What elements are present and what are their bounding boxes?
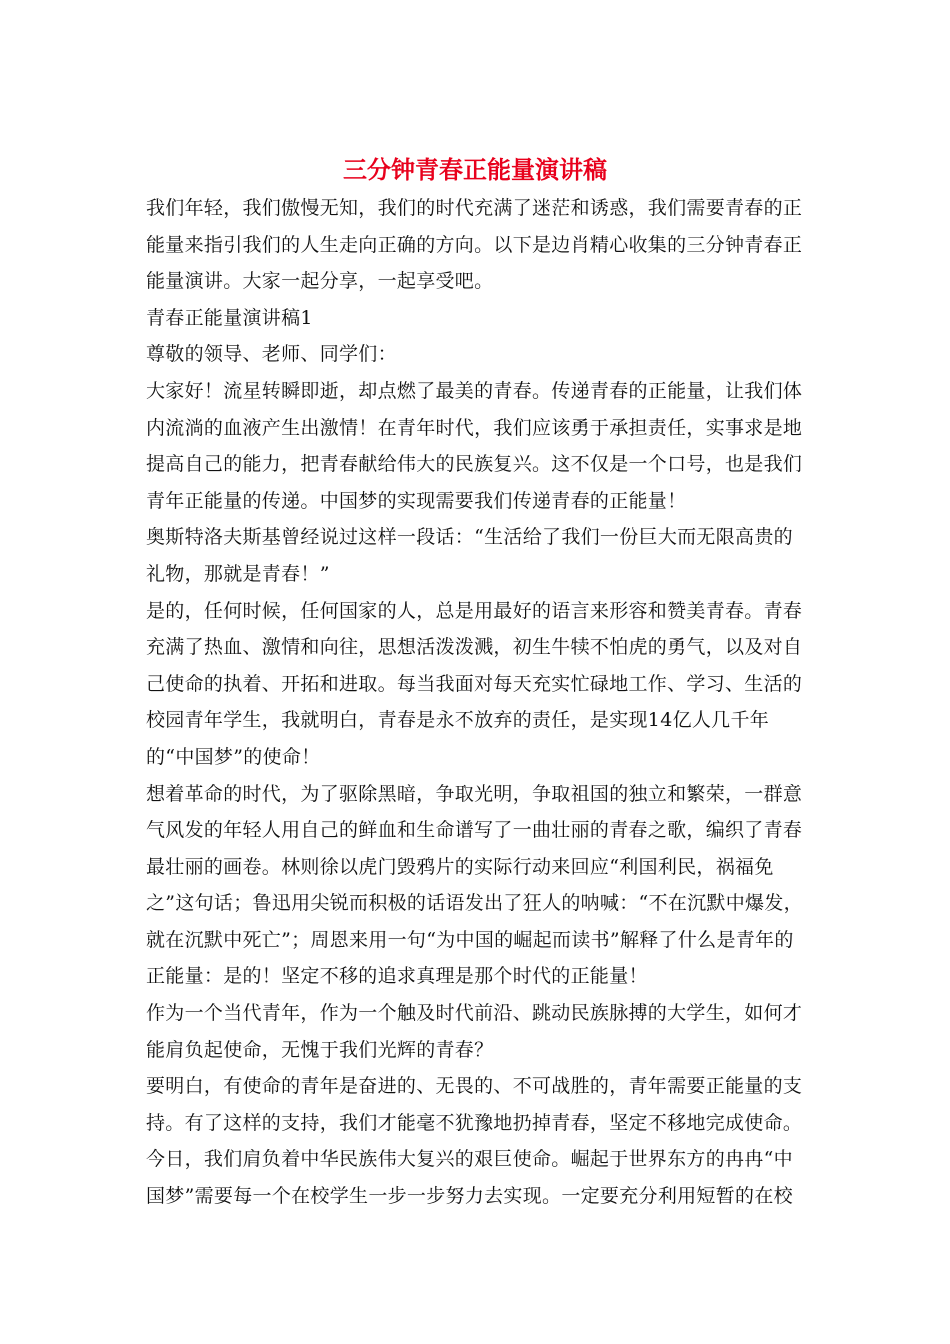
paragraph-greeting: 大家好！流星转瞬即逝，却点燃了最美的青春。传递青春的正能量，让我们体内流淌的血液产生出激情！在青年时代，我们应该勇于承担责任，实事求是地提高自己的能力，把青春献给伟大的民族复兴。这不仅是一个口号，也是我们青年正能量的传递。中国梦的实现需要我们传递青春的正能量！ xyxy=(146,379,803,512)
paragraph-speech-heading: 青春正能量演讲稿1 xyxy=(146,306,313,329)
paragraph-youth-praise: 是的，任何时候，任何国家的人，总是用最好的语言来形容和赞美青春。青春充满了热血、激情和向往，思想活泼泼溅，初生牛犊不怕虎的勇气，以及对自己使命的执着、开拓和进取。每当我面对每天充实忙碌地工作、学习、生活的校园青年学生，我就明白，青春是永不放弃的责任，是实现14亿人几千年的“中国梦”的使命！ xyxy=(146,599,803,768)
document-title: 三分钟青春正能量演讲稿 xyxy=(343,155,607,184)
paragraph-today: 今日，我们肩负着中华民族伟大复兴的艰巨使命。崛起于世界东方的冉冉“中国梦”需要每一个在校学生一步一步努力去实现。一定要充分利用短暂的在校 xyxy=(146,1148,793,1208)
paragraph-intro: 我们年轻，我们傲慢无知，我们的时代充满了迷茫和诱惑，我们需要青春的正能量来指引我们的人生走向正确的方向。以下是边肖精心收集的三分钟青春正能量演讲。大家一起分享，一起享受吧。 xyxy=(146,197,803,293)
document-body xyxy=(146,190,804,1215)
paragraph-mission: 要明白，有使命的青年是奋进的、无畏的、不可战胜的，青年需要正能量的支持。有了这样的支持，我们才能毫不犹豫地扔掉青春，坚定不移地完成使命。 xyxy=(146,1075,803,1134)
paragraph-revolution: 想着革命的时代，为了驱除黑暗，争取光明，争取祖国的独立和繁荣，一群意气风发的年轻人用自己的鲜血和生命谱写了一曲壮丽的青春之歌，编织了青春最壮丽的画卷。林则徐以虎门毁鸦片的实际行动来回应“利国利民，祸福免之”这句话；鲁迅用尖锐而积极的话语发出了狂人的呐喊：“不在沉默中爆发，就在沉默中死亡”；周恩来用一句“为中国的崛起而读书”解释了什么是青年的正能量：是的！坚定不移的追求真理是那个时代的正能量！ xyxy=(146,782,803,988)
paragraph-quote: 奥斯特洛夫斯基曾经说过这样一段话：“生活给了我们一份巨大而无限高贵的礼物，那就是青春！” xyxy=(146,526,793,585)
paragraph-question: 作为一个当代青年，作为一个触及时代前沿、跳动民族脉搏的大学生，如何才能肩负起使命，无愧于我们光辉的青春？ xyxy=(146,1002,803,1061)
paragraph-salutation: 尊敬的领导、老师、同学们： xyxy=(146,343,397,366)
